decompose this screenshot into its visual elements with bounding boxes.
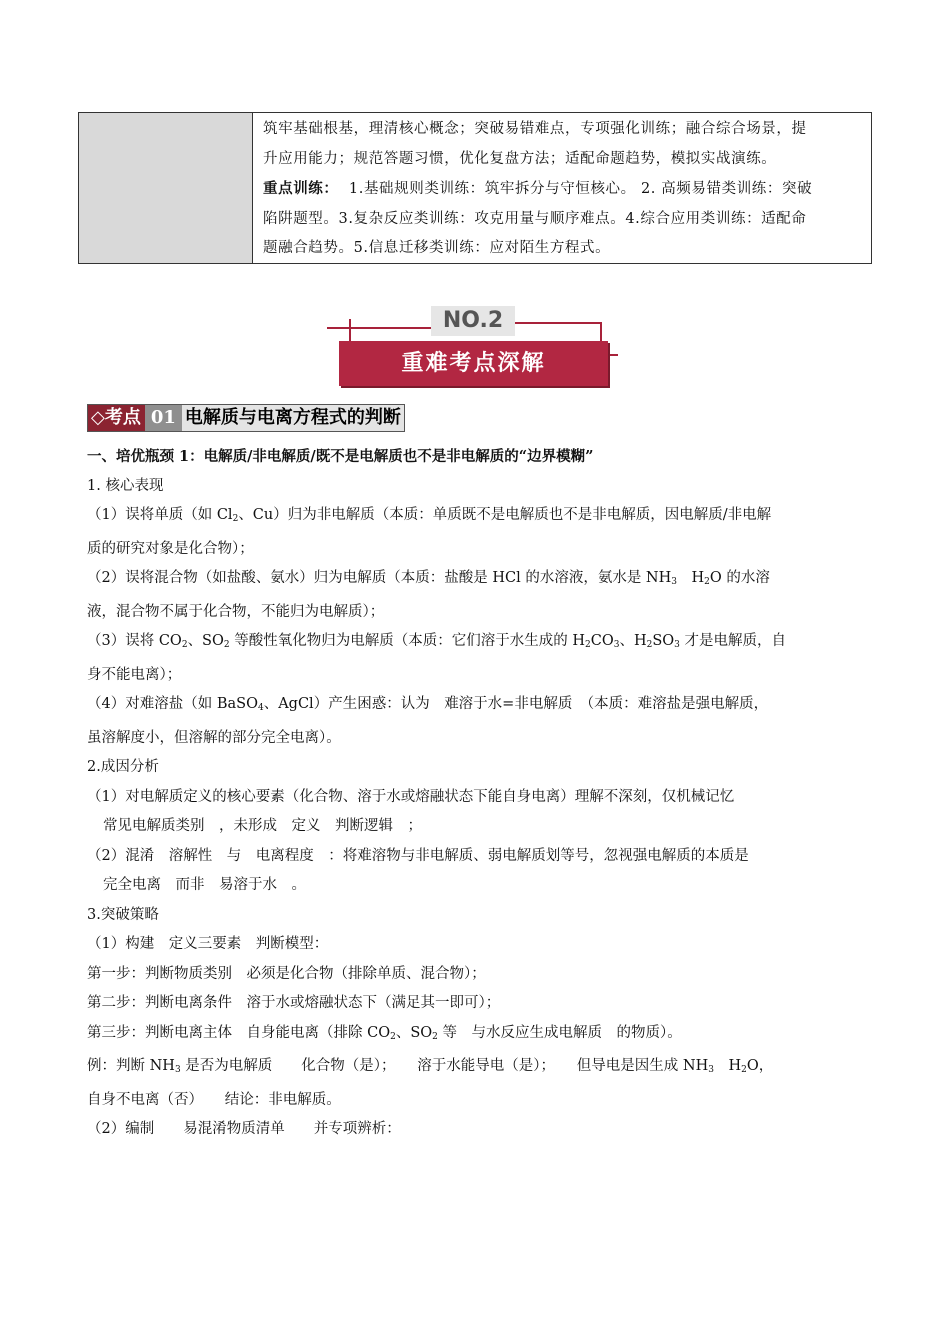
paragraph: （4）对难溶盐（如 BaSO$_4$、AgCl）产生困惑：认为 难溶于水=非电解质 （本质：难溶盐是强电解质， (87, 696, 769, 713)
paragraph: 常见电解质类别 ，未形成 定义 判断逻辑 ； (103, 818, 422, 834)
banner-number: NO.2 (431, 306, 515, 336)
focus-text: 1.基础规则类训练：筑牢拆分与守恒核心。 2. 高频易错类训练：突破 (348, 181, 813, 197)
topic-heading (87, 404, 405, 432)
paragraph: 身不能电离）； (87, 666, 182, 683)
subsection-title: 3.突破策略 (87, 906, 159, 923)
topic-tag: ◇考点 (88, 405, 145, 431)
banner-title: 重难考点深解 (339, 341, 608, 386)
paragraph: 虽溶解度小，但溶解的部分完全电离）。 (87, 729, 341, 746)
example-line: 例：判断 $NH_3$ 是否为电解质 化合物（是）； 溶于水能导电（是）； 但导电是因生成 $NH_3$ $H_2O$， (87, 1058, 774, 1075)
table-content-cell (253, 113, 871, 263)
subsection-title: 1. 核心表现 (87, 477, 164, 494)
paragraph: 液，混合物不属于化合物，不能归为电解质）； (87, 603, 385, 620)
heading-bottleneck: 一、培优瓶颈 1：电解质/非电解质/既不是电解质也不是非电解质的“边界模糊” (87, 448, 594, 465)
banner-decor-line (327, 327, 432, 329)
banner-decor-line (600, 322, 602, 342)
step-line: 第二步：判断电离条件 溶于水或熔融状态下（满足其一即可）； (87, 995, 501, 1011)
subsection-title: 2.成因分析 (87, 759, 159, 775)
table-line: 题融合趋势。5.信息迁移类训练：应对陌生方程式。 (263, 240, 611, 256)
table-line (263, 174, 861, 205)
paragraph: （2）编制 易混淆物质清单 并专项辨析： (87, 1121, 401, 1137)
paragraph: （1）构建 定义三要素 判断模型： (87, 936, 329, 952)
banner-decor-line (513, 322, 601, 324)
topic-title: 电解质与电离方程式的判断 (182, 405, 404, 431)
document-body (87, 442, 865, 1145)
table-line: 陷阱题型。3.复杂反应类训练：攻克用量与顺序难点。4.综合应用类训练：适配命 (263, 210, 807, 227)
summary-table (78, 112, 872, 264)
paragraph: （2）误将混合物（如盐酸、氨水）归为电解质（本质：盐酸是 HCl 的水溶液，氨水是 $NH_3$ $H_2O$ 的水溶 (87, 570, 770, 587)
paragraph: （2）混淆 溶解性 与 电离程度 ：将难溶物与非电解质、弱电解质划等号，忽视强电解质的本质是 (87, 847, 749, 864)
section-banner (327, 303, 621, 389)
step-line: 第一步：判断物质类别 必须是化合物（排除单质、混合物）； (87, 965, 486, 982)
paragraph: 完全电离 而非 易溶于水 。 (103, 877, 306, 893)
table-line: 筑牢基础根基，理清核心概念；突破易错难点，专项强化训练；融合综合场景，提 (263, 121, 807, 137)
step-line: 第三步：判断电离主体 自身能电离（排除 $CO_2$、$SO_2$ 等 与水反应生成电解质 的物质）。 (87, 1024, 682, 1042)
paragraph: （1）对电解质定义的核心要素（化合物、溶于水或熔融状态下能自身电离）理解不深刻，仅机械记忆 (87, 788, 735, 805)
example-line: 自身不电离（否） 结论：非电解质。 (87, 1091, 341, 1108)
table-label-cell (79, 113, 253, 263)
table-line: 升应用能力；规范答题习惯，优化复盘方法；适配命题趋势，模拟实战演练。 (263, 150, 777, 167)
paragraph: （3）误将 $CO_2$、$SO_2$ 等酸性氧化物归为电解质（本质：它们溶于水生成的 $H_2CO_3$、$H_2SO_3$ 才是电解质，自 (87, 633, 787, 650)
focus-label: 重点训练： (263, 180, 339, 197)
paragraph: 质的研究对象是化合物）； (87, 540, 254, 557)
paragraph: （1）误将单质（如 $Cl_2$、Cu）归为非电解质（本质：单质既不是电解质也不是非电解质，因电解质/非电解 (87, 507, 772, 524)
topic-number: 01 (145, 405, 182, 431)
